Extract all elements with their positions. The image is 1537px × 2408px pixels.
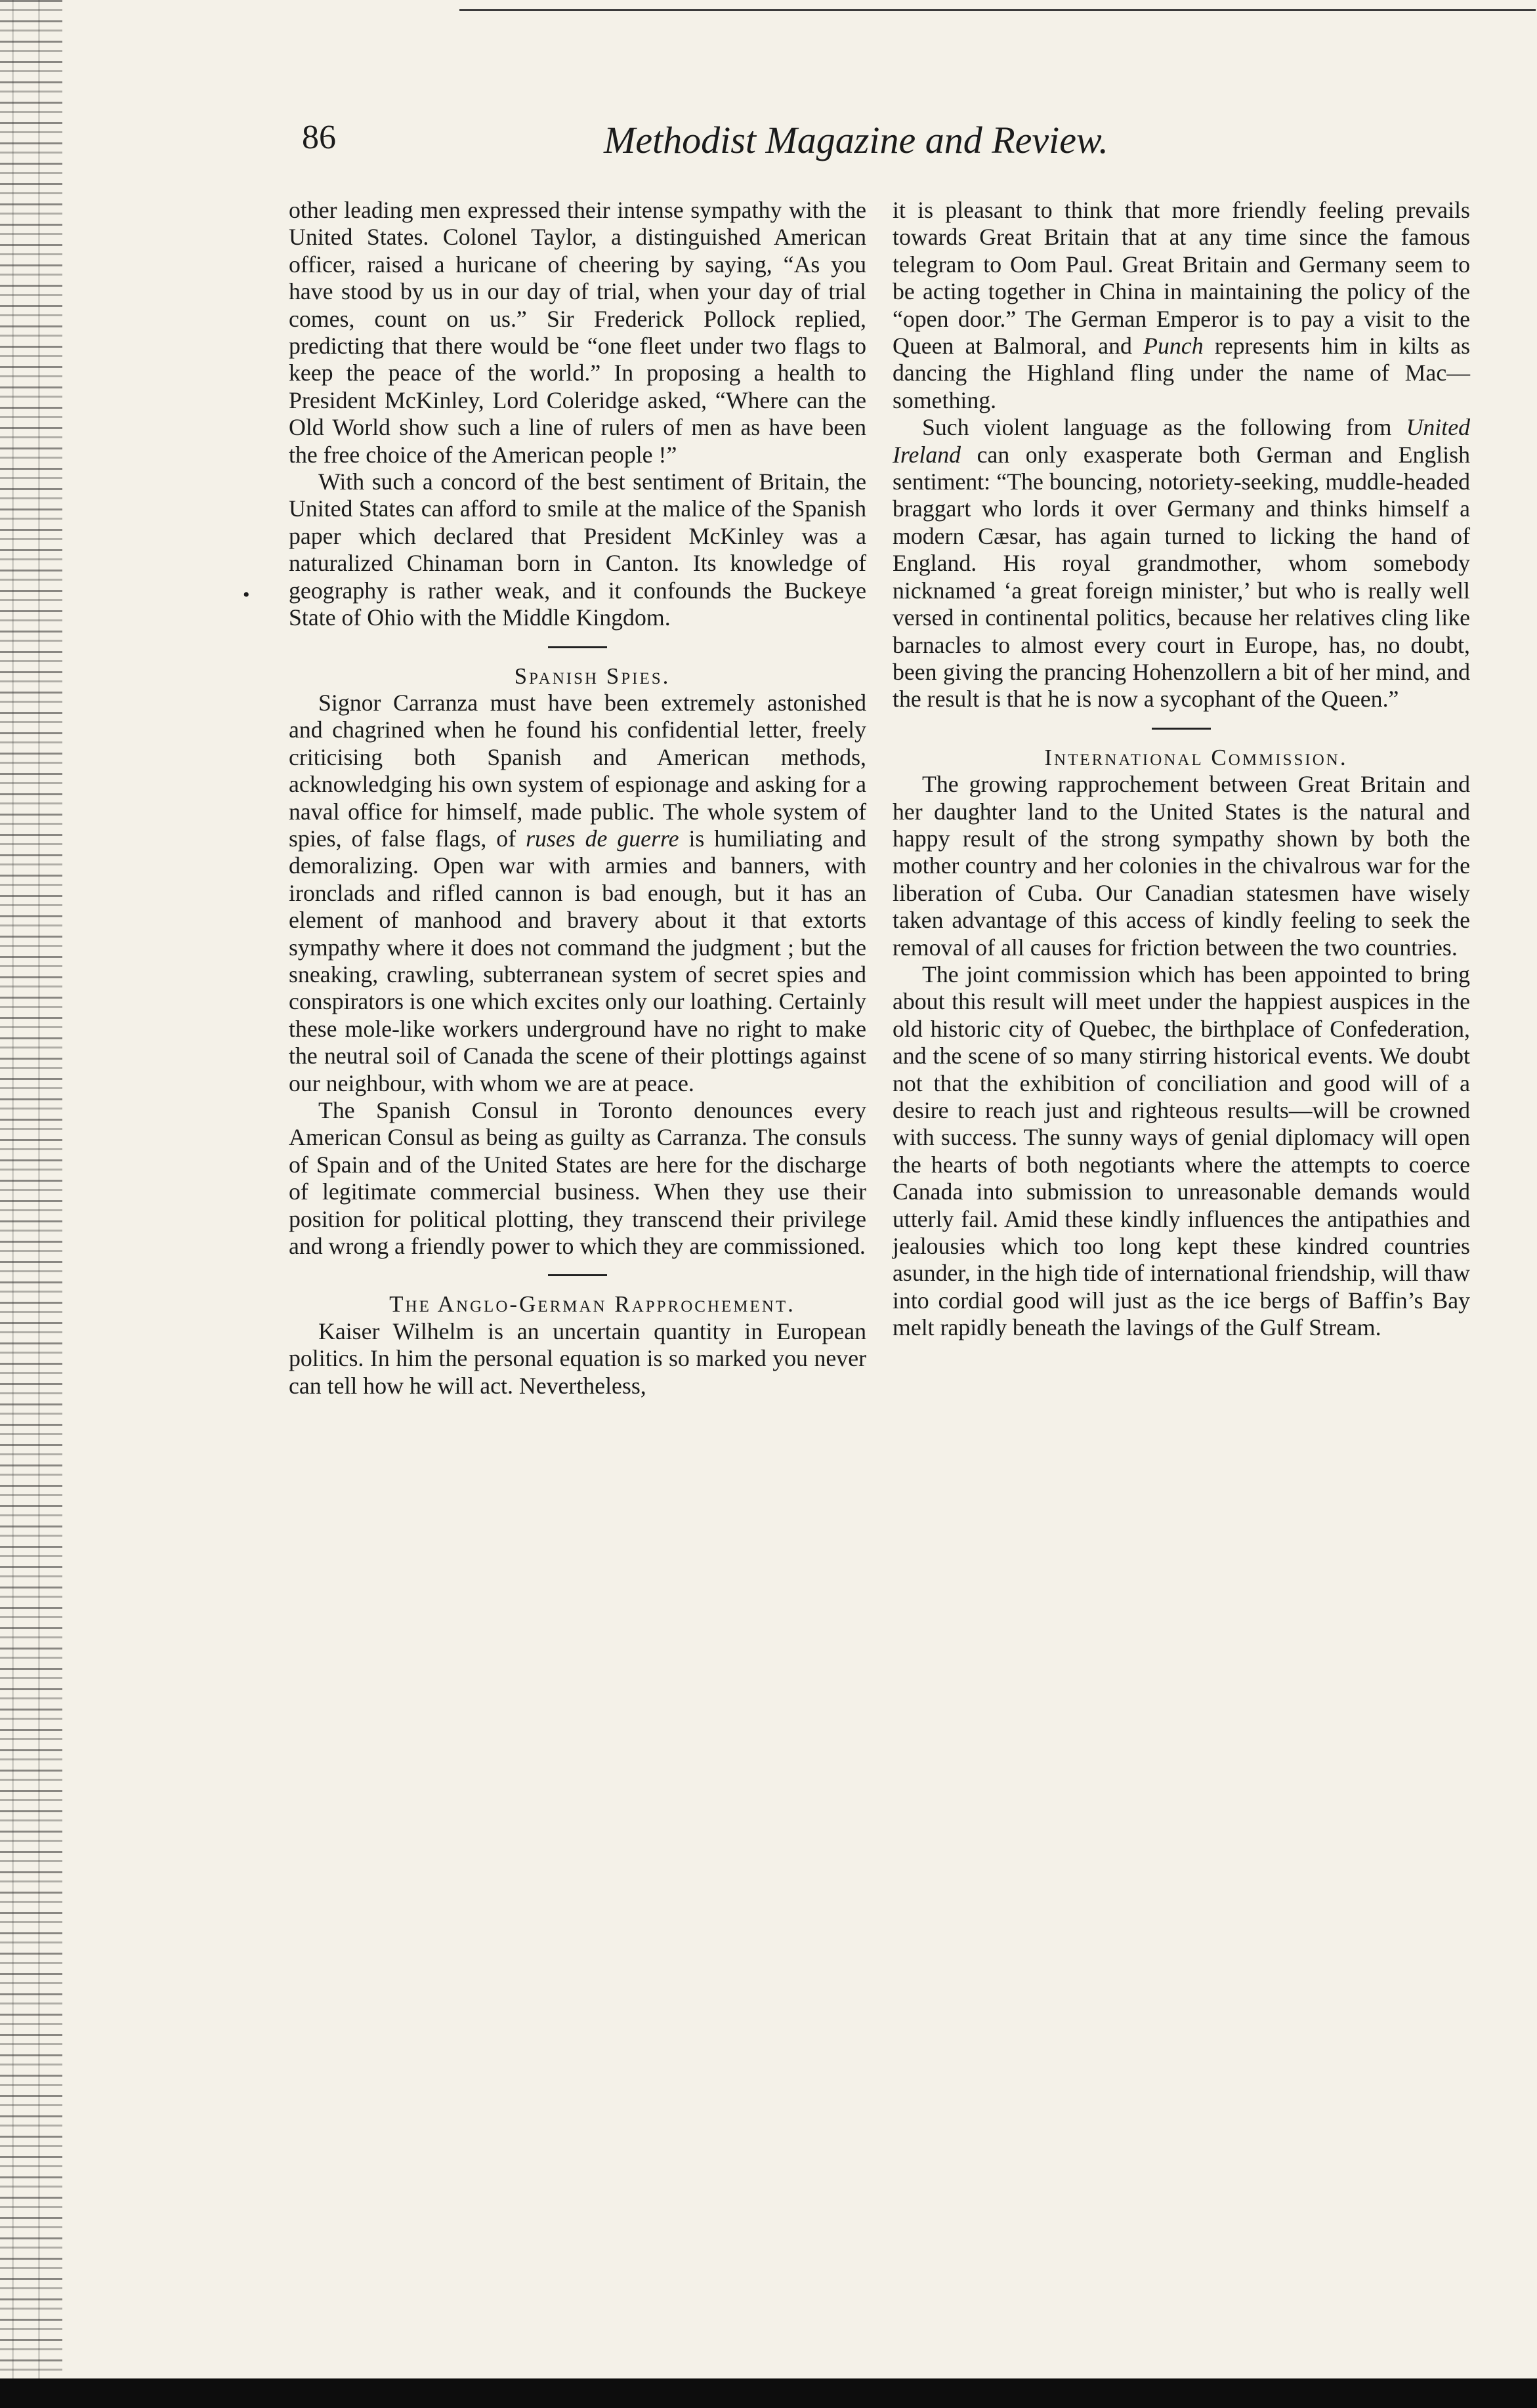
text-run: Such violent language as the following from <box>922 414 1406 441</box>
section-heading-international-commission: International Commission. <box>1044 744 1348 770</box>
paragraph: The joint commission which has been appointed to bring about this result will meet under the happiest auspices in the old historic city of Quebec, the birthplace of Confederation, and the scene of so many stirring historical events. We doubt not that the exhibition of conciliation and good will of a desire to reach just and righteous results—will be crowned with success. The sunny ways of genial diplomacy will open the hearts of both negotiants where the attempts to coerce Canada into submission to unreasonable demands would utterly fail. Amid these kindly influences the antipathies and jealousies which too long kept these kindred countries asunder, in the high tide of international friendship, will thaw into cordial good will just as the ice bergs of Baffin’s Bay melt rapidly beneath the lavings of the Gulf Stream. <box>893 961 1470 1341</box>
paragraph <box>893 414 1470 713</box>
paragraph <box>893 197 1470 414</box>
right-column <box>893 197 1470 1342</box>
text-run: can only exasperate both German and English sentiment: “The bouncing, notoriety-seeking, muddle-headed braggart who lords it over Germany and thinks himself a modern Cæsar, has again turned to licking the hand of England. His royal grandmother, whom somebody nicknamed ‘a great foreign minister,’ but who is really well versed in continental politics, because her relatives cling like barnacles to almost every court in Europe, has, no doubt, been giving the prancing Hohenzollern a bit of her mind, and the result is that he is now a sycophant of the Queen.” <box>893 441 1470 713</box>
paragraph <box>289 690 866 1097</box>
binding-edge <box>0 0 62 2408</box>
paragraph: Kaiser Wilhelm is an uncertain quantity in European politics. In him the personal equation is so marked you never can tell how he will act. Nevertheless, <box>289 1318 866 1399</box>
top-rule <box>459 9 1536 11</box>
text-run: it is pleasant to think that more friendly feeling prevails towards Great Britain that at any time since the famous telegram to Oom Paul. Great Britain and Germany seem to be acting together in China in maintaining the policy of the “open door.” The German Emperor is to pay a visit to the Queen at Balmoral, and <box>893 197 1470 360</box>
text-run: Signor Carranza must have been extremely astonished and chagrined when he found his confidential letter, freely criticising both Spanish and American methods, acknowledging his own system of espionage and asking for a naval office for himself, made public. The whole system of spies, of false flags, of <box>289 689 866 852</box>
text-run: is humiliating and demoralizing. Open war with armies and banners, with ironclads and rifled cannon is bad enough, but it has an element of manhood and bravery about it that extorts sympathy where it does not command the judgment ; but the sneaking, crawling, subterranean system of secret spies and conspirators is one which excites only our loathing. Certainly these mole-like workers underground have no right to make the neutral soil of Canada the scene of their plottings against our neighbour, with whom we are at peace. <box>289 825 866 1096</box>
paragraph: With such a concord of the best sentiment of Britain, the United States can afford to smile at the malice of the Spanish paper which declared that President McKinley was a naturalized Chinaman born in Canton. Its knowledge of geography is rather weak, and it confounds the Buckeye State of Ohio with the Middle Kingdom. <box>289 468 866 631</box>
page-number: 86 <box>302 119 336 156</box>
text-run: represents him in kilts as dancing the Highland fling under the name of Mac—something. <box>893 333 1471 413</box>
section-divider <box>1152 728 1211 730</box>
page-header <box>289 118 1168 171</box>
journal-title: Methodist Magazine and Review. <box>604 119 1108 161</box>
left-column <box>289 197 866 1400</box>
italic-run: United Ireland <box>893 414 1470 468</box>
paragraph: The growing rapprochement between Great Britain and her daughter land to the United States is the natural and happy result of the strong sympathy shown by both the mother country and her colonies in the chivalrous war for the liberation of Cuba. Our Canadian statesmen have wisely taken advantage of this access of kindly feeling to seek the removal of all causes for friction between the two countries. <box>893 771 1470 961</box>
section-divider <box>548 646 607 648</box>
paragraph: other leading men expressed their intense sympathy with the United States. Colonel Taylor, a distinguished American officer, raised a huricane of cheering by saying, “As you have stood by us in our day of trial, when your day of trial comes, count on us.” Sir Frederick Pollock replied, predicting that there would be “one fleet under two flags to keep the peace of the world.” In proposing a health to President McKinley, Lord Coleridge asked, “Where can the Old World show such a line of rulers of men as have been the free choice of the American people !” <box>289 197 866 468</box>
section-heading-anglo-german: The Anglo-German Rapprochement. <box>389 1291 795 1318</box>
italic-run: Punch <box>1143 333 1204 360</box>
section-heading-spanish-spies: Spanish Spies. <box>514 663 671 689</box>
scan-bottom-edge <box>0 2378 1537 2408</box>
stray-mark: • <box>243 584 250 606</box>
section-divider <box>548 1274 607 1276</box>
paragraph: The Spanish Consul in Toronto denounces every American Consul as being as guilty as Carranza. The consuls of Spain and of the United States are here for the discharge of legitimate commercial business. When they use their position for political plotting, they transcend their privilege and wrong a friendly power to which they are commissioned. <box>289 1097 866 1260</box>
italic-run: ruses de guerre <box>526 825 679 852</box>
